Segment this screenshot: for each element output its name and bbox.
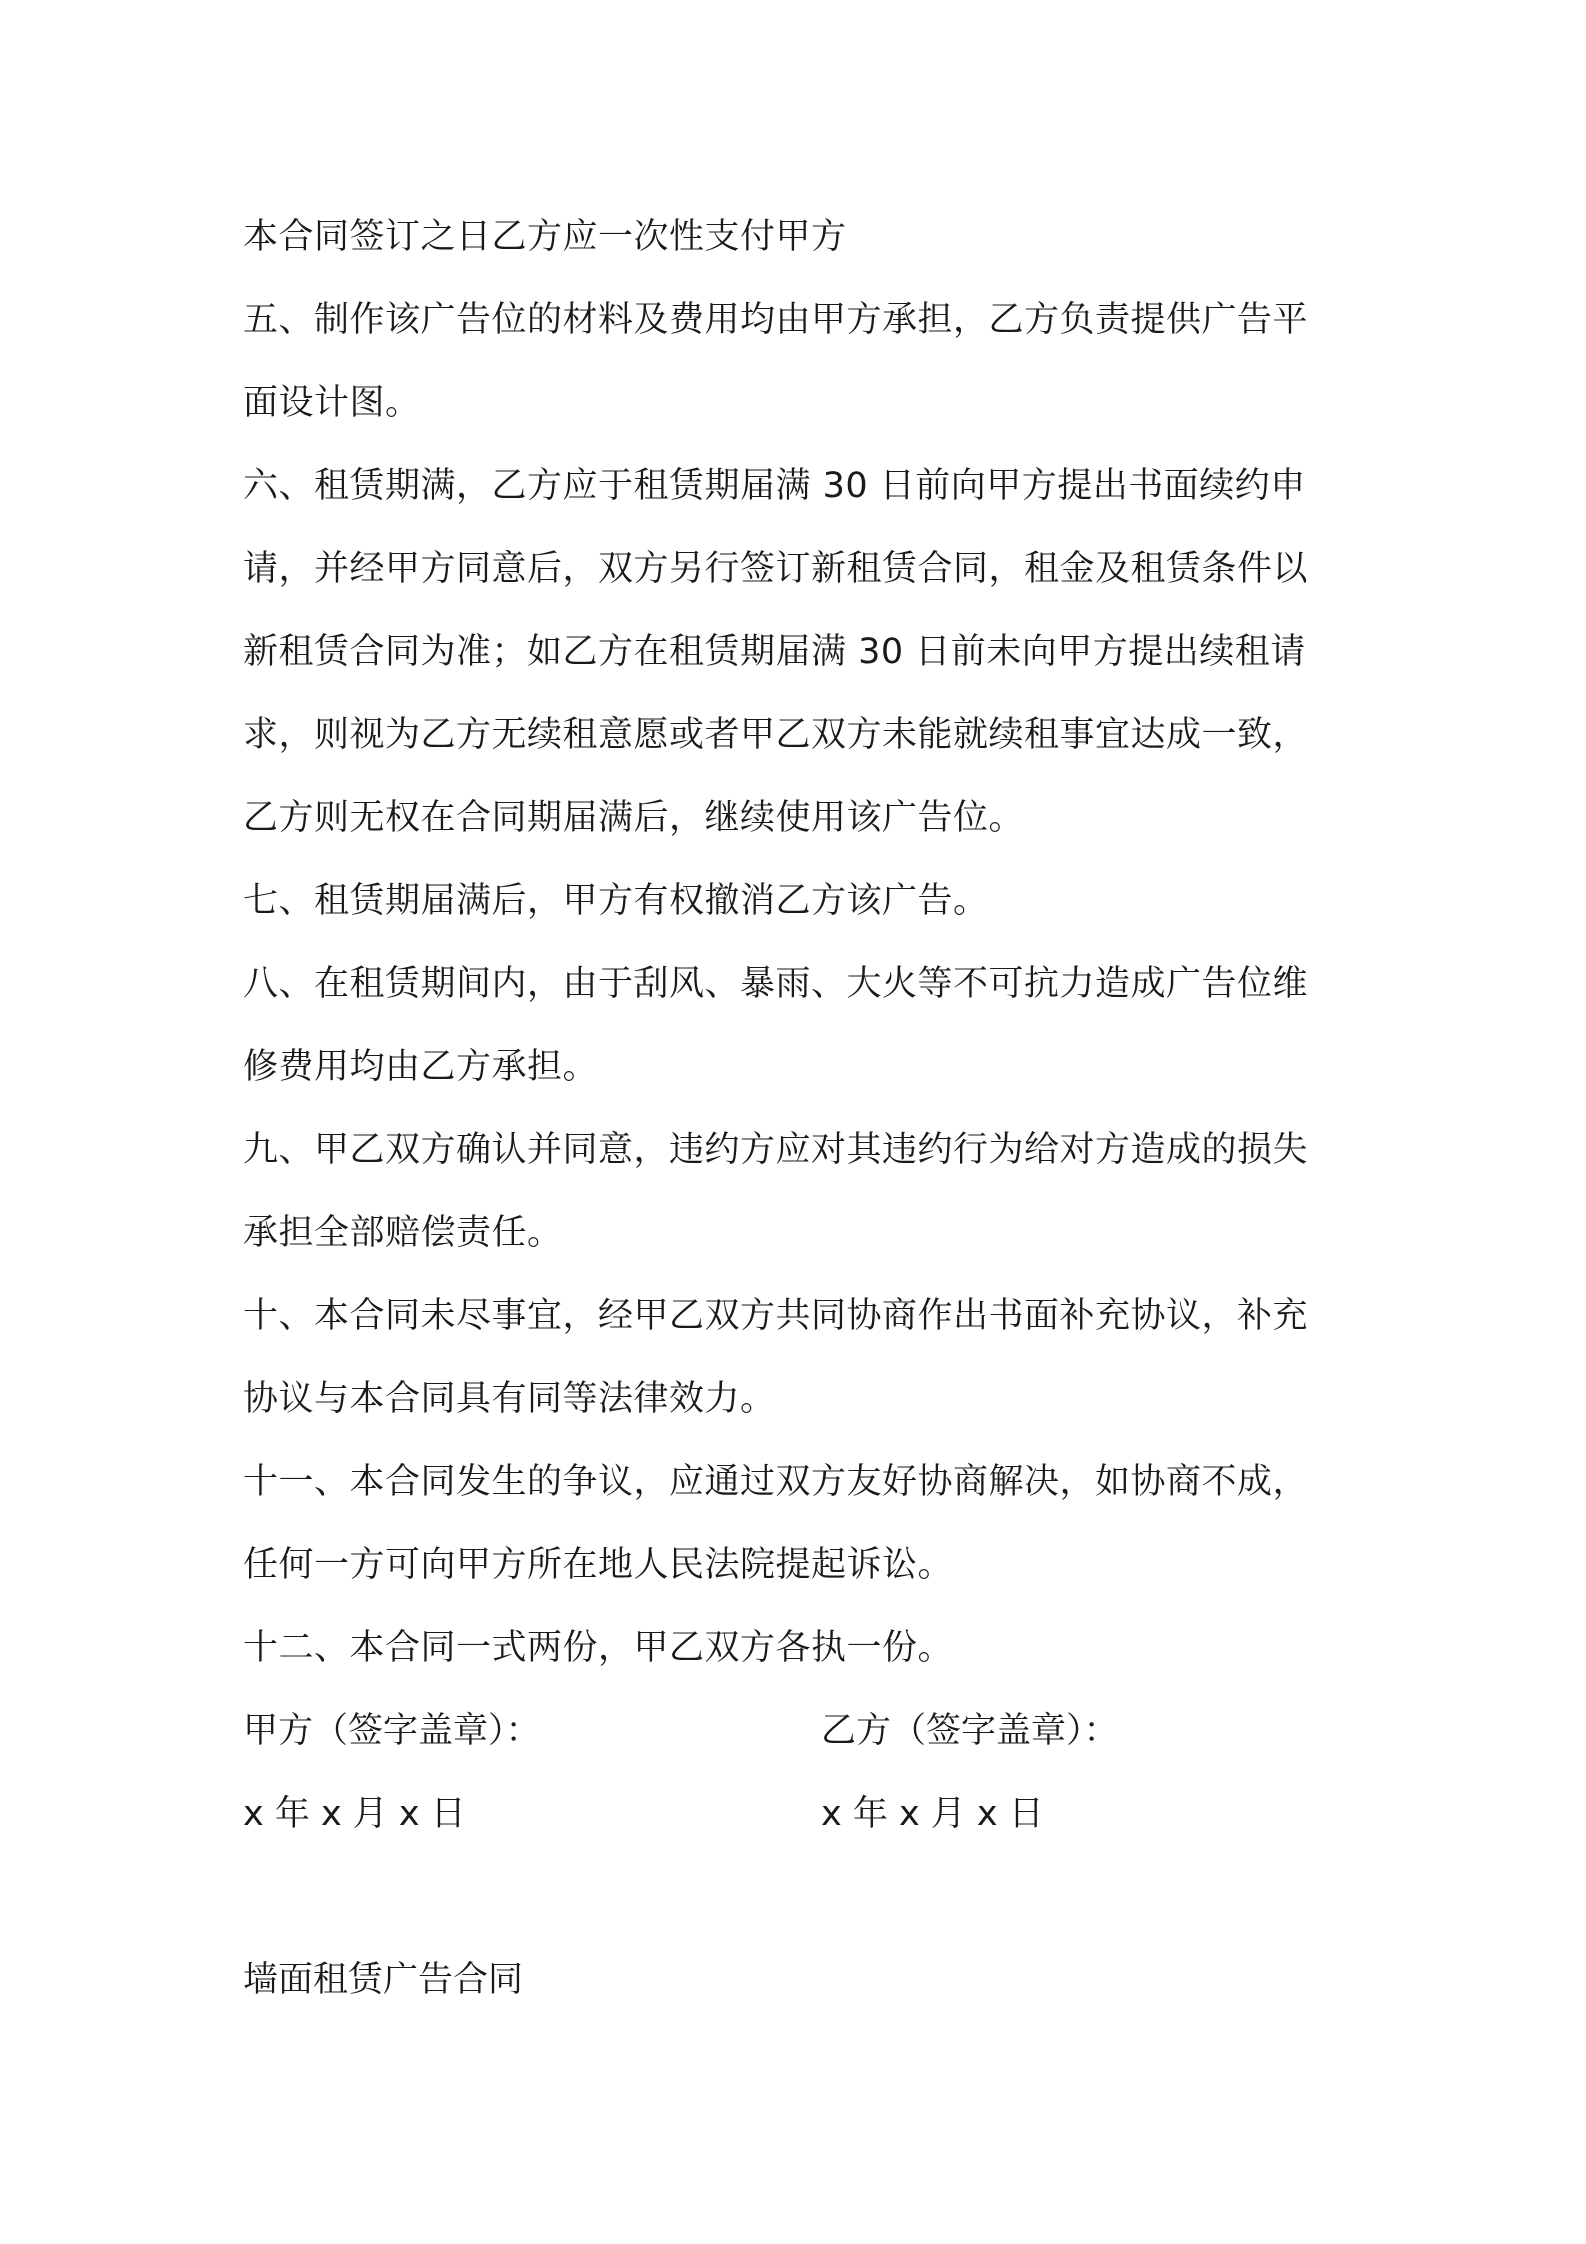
clause-10-line-1: 十、本合同未尽事宜，经甲乙双方共同协商作出书面补充协议，补充 xyxy=(243,1296,1309,1336)
signature-labels-row xyxy=(243,1690,1363,1773)
blank-spacer xyxy=(243,1856,1363,1939)
clause-8-line-1: 八、在租赁期间内，由于刮风、暴雨、大火等不可抗力造成广告位维 xyxy=(243,964,1309,1004)
clause-7-line-1: 七、租赁期届满后，甲方有权撤消乙方该广告。 xyxy=(243,881,989,921)
clause-5-line-2: 面设计图。 xyxy=(243,383,421,423)
clause-5-line-1: 五、制作该广告位的材料及费用均由甲方承担，乙方负责提供广告平 xyxy=(243,300,1309,340)
clause-9-line-1: 九、甲乙双方确认并同意，违约方应对其违约行为给对方造成的损失 xyxy=(243,1130,1309,1170)
party-b-signature-label: 乙方（签字盖章）： xyxy=(821,1711,1119,1751)
signature-dates-row xyxy=(243,1773,1363,1856)
clause-6-line-5: 乙方则无权在合同期届满后，继续使用该广告位。 xyxy=(243,798,1025,838)
text-line: 本合同签订之日乙方应一次性支付甲方 xyxy=(243,217,847,257)
clause-9-line-2: 承担全部赔偿责任。 xyxy=(243,1213,563,1253)
clause-6-line-4: 求，则视为乙方无续租意愿或者甲乙双方未能就续租事宜达成一致， xyxy=(243,715,1309,755)
clause-8-line-2: 修费用均由乙方承担。 xyxy=(243,1047,599,1087)
clause-11-line-2: 任何一方可向甲方所在地人民法院提起诉讼。 xyxy=(243,1545,954,1585)
clause-6-line-1: 六、租赁期满，乙方应于租赁期届满 30 日前向甲方提出书面续约申 xyxy=(243,466,1306,506)
party-b-date: x 年 x 月 x 日 xyxy=(821,1794,1044,1834)
clause-11-line-1: 十一、本合同发生的争议，应通过双方友好协商解决，如协商不成， xyxy=(243,1462,1309,1502)
clause-6-line-3: 新租赁合同为准；如乙方在租赁期届满 30 日前未向甲方提出续租请 xyxy=(243,632,1306,672)
party-a-date: x 年 x 月 x 日 xyxy=(243,1794,466,1834)
next-document-title: 墙面租赁广告合同 xyxy=(243,1960,524,2000)
clause-6-line-2: 请，并经甲方同意后，双方另行签订新租赁合同，租金及租赁条件以 xyxy=(243,549,1309,589)
clause-10-line-2: 协议与本合同具有同等法律效力。 xyxy=(243,1379,776,1419)
document-body xyxy=(243,196,1363,2022)
party-a-signature-label: 甲方（签字盖章）： xyxy=(243,1711,541,1751)
clause-12-line-1: 十二、本合同一式两份，甲乙双方各执一份。 xyxy=(243,1628,954,1668)
